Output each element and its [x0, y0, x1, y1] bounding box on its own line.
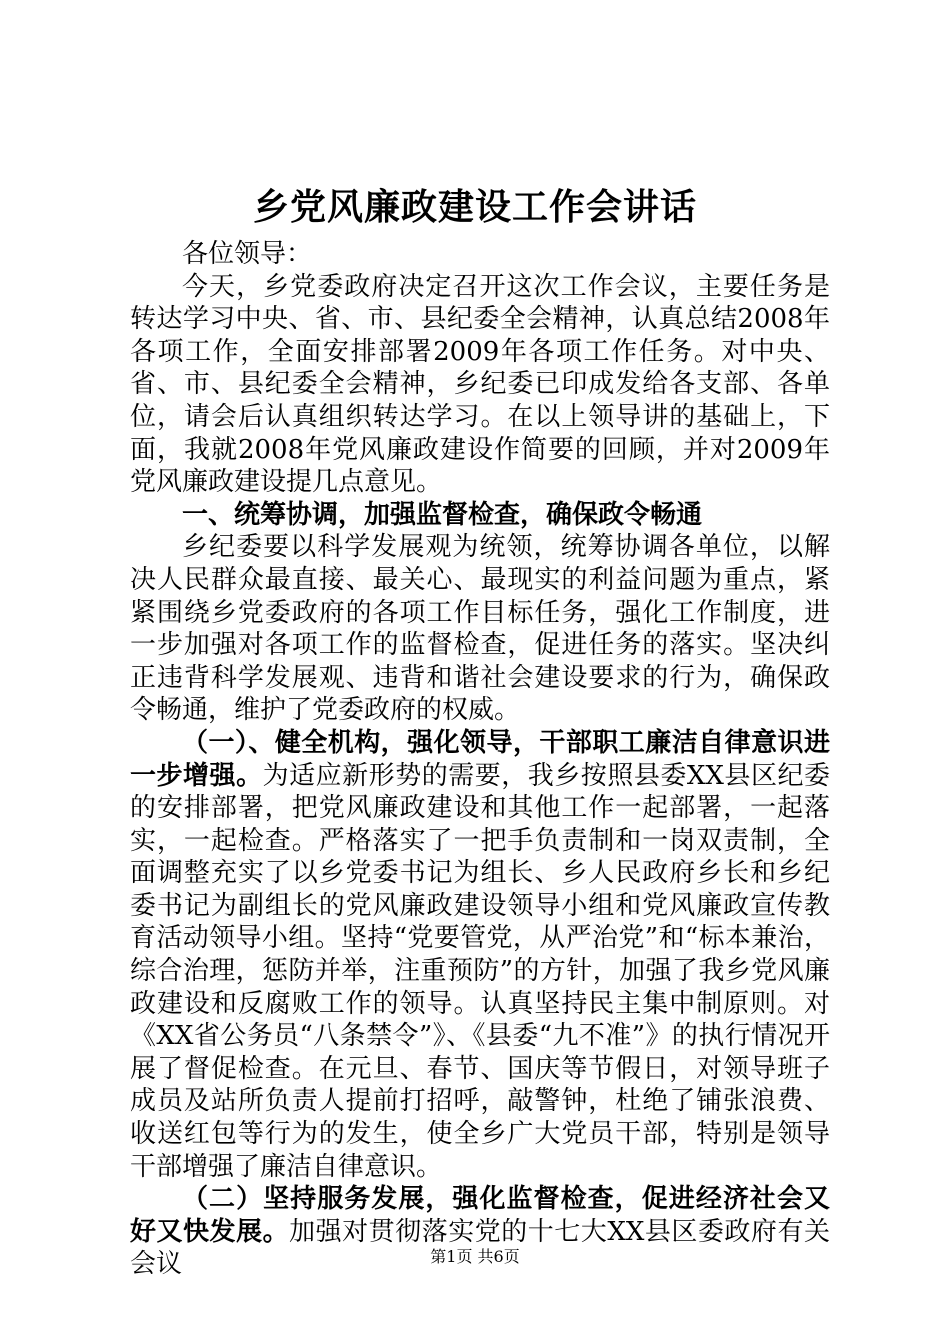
subsection-1-paragraph: [130, 727, 830, 1183]
intro-paragraph: 今天，乡党委政府决定召开这次工作会议，主要任务是转达学习中央、省、市、县纪委全会精神，认真总结2008年各项工作，全面安排部署2009年各项工作任务。对中央、省、市、县纪委全会精神，乡纪委已印成发给各支部、各单位，请会后认真组织转达学习。在以上领导讲的基础上，下面，我就2008年党风廉政建设作简要的回顾，并对2009年党风廉政建设提几点意见。: [130, 271, 830, 498]
subsection-1-text: 为适应新形势的需要，我乡按照县委XX县区纪委的安排部署，把党风廉政建设和其他工作一起部署，一起落实，一起检查。严格落实了一把手负责制和一岗双责制，全面调整充实了以乡党委书记为组长、乡人民政府乡长和乡纪委书记为副组长的党风廉政建设领导小组和党风廉政宣传教育活动领导小组。坚持“党要管党，从严治党”和“标本兼治，综合治理，惩防并举，注重预防”的方针，加强了我乡党风廉政建设和反腐败工作的领导。认真坚持民主集中制原则。对《XX省公务员“八条禁令”》、《县委“九不准”》的执行情况开展了督促检查。在元旦、春节、国庆等节假日，对领导班子成员及站所负责人提前打招呼，敲警钟，杜绝了铺张浪费、收送红包等行为的发生，使全乡广大党员干部，特别是领导干部增强了廉洁自律意识。: [130, 760, 830, 1182]
salutation: 各位领导：: [182, 239, 313, 269]
section-1-heading: 一、统筹协调，加强监督检查，确保政令畅通: [182, 499, 703, 530]
subsection-1-lead: （一）、健全机构，强化领导，干部职工廉洁自律意识进一步增强。: [130, 727, 830, 791]
document-body: [130, 238, 830, 1281]
section-1-paragraph: 乡纪委要以科学发展观为统领，统筹协调各单位，以解决人民群众最直接、最关心、最现实的利益问题为重点，紧紧围绕乡党委政府的各项工作目标任务，强化工作制度，进一步加强对各项工作的监督检查，促进任务的落实。坚决纠正违背科学发展观、违背和谐社会建设要求的行为，确保政令畅通，维护了党委政府的权威。: [130, 532, 830, 726]
document-title: 乡党风廉政建设工作会讲话: [252, 187, 697, 228]
subsection-2-text: 加强对贯彻落实党的十七大XX县区委政府有关会议: [130, 1216, 830, 1280]
subsection-2-lead: （二）坚持服务发展，强化监督检查，促进经济社会又好又快发展。: [130, 1184, 830, 1247]
page-footer: 第1页 共6页: [430, 1247, 520, 1266]
